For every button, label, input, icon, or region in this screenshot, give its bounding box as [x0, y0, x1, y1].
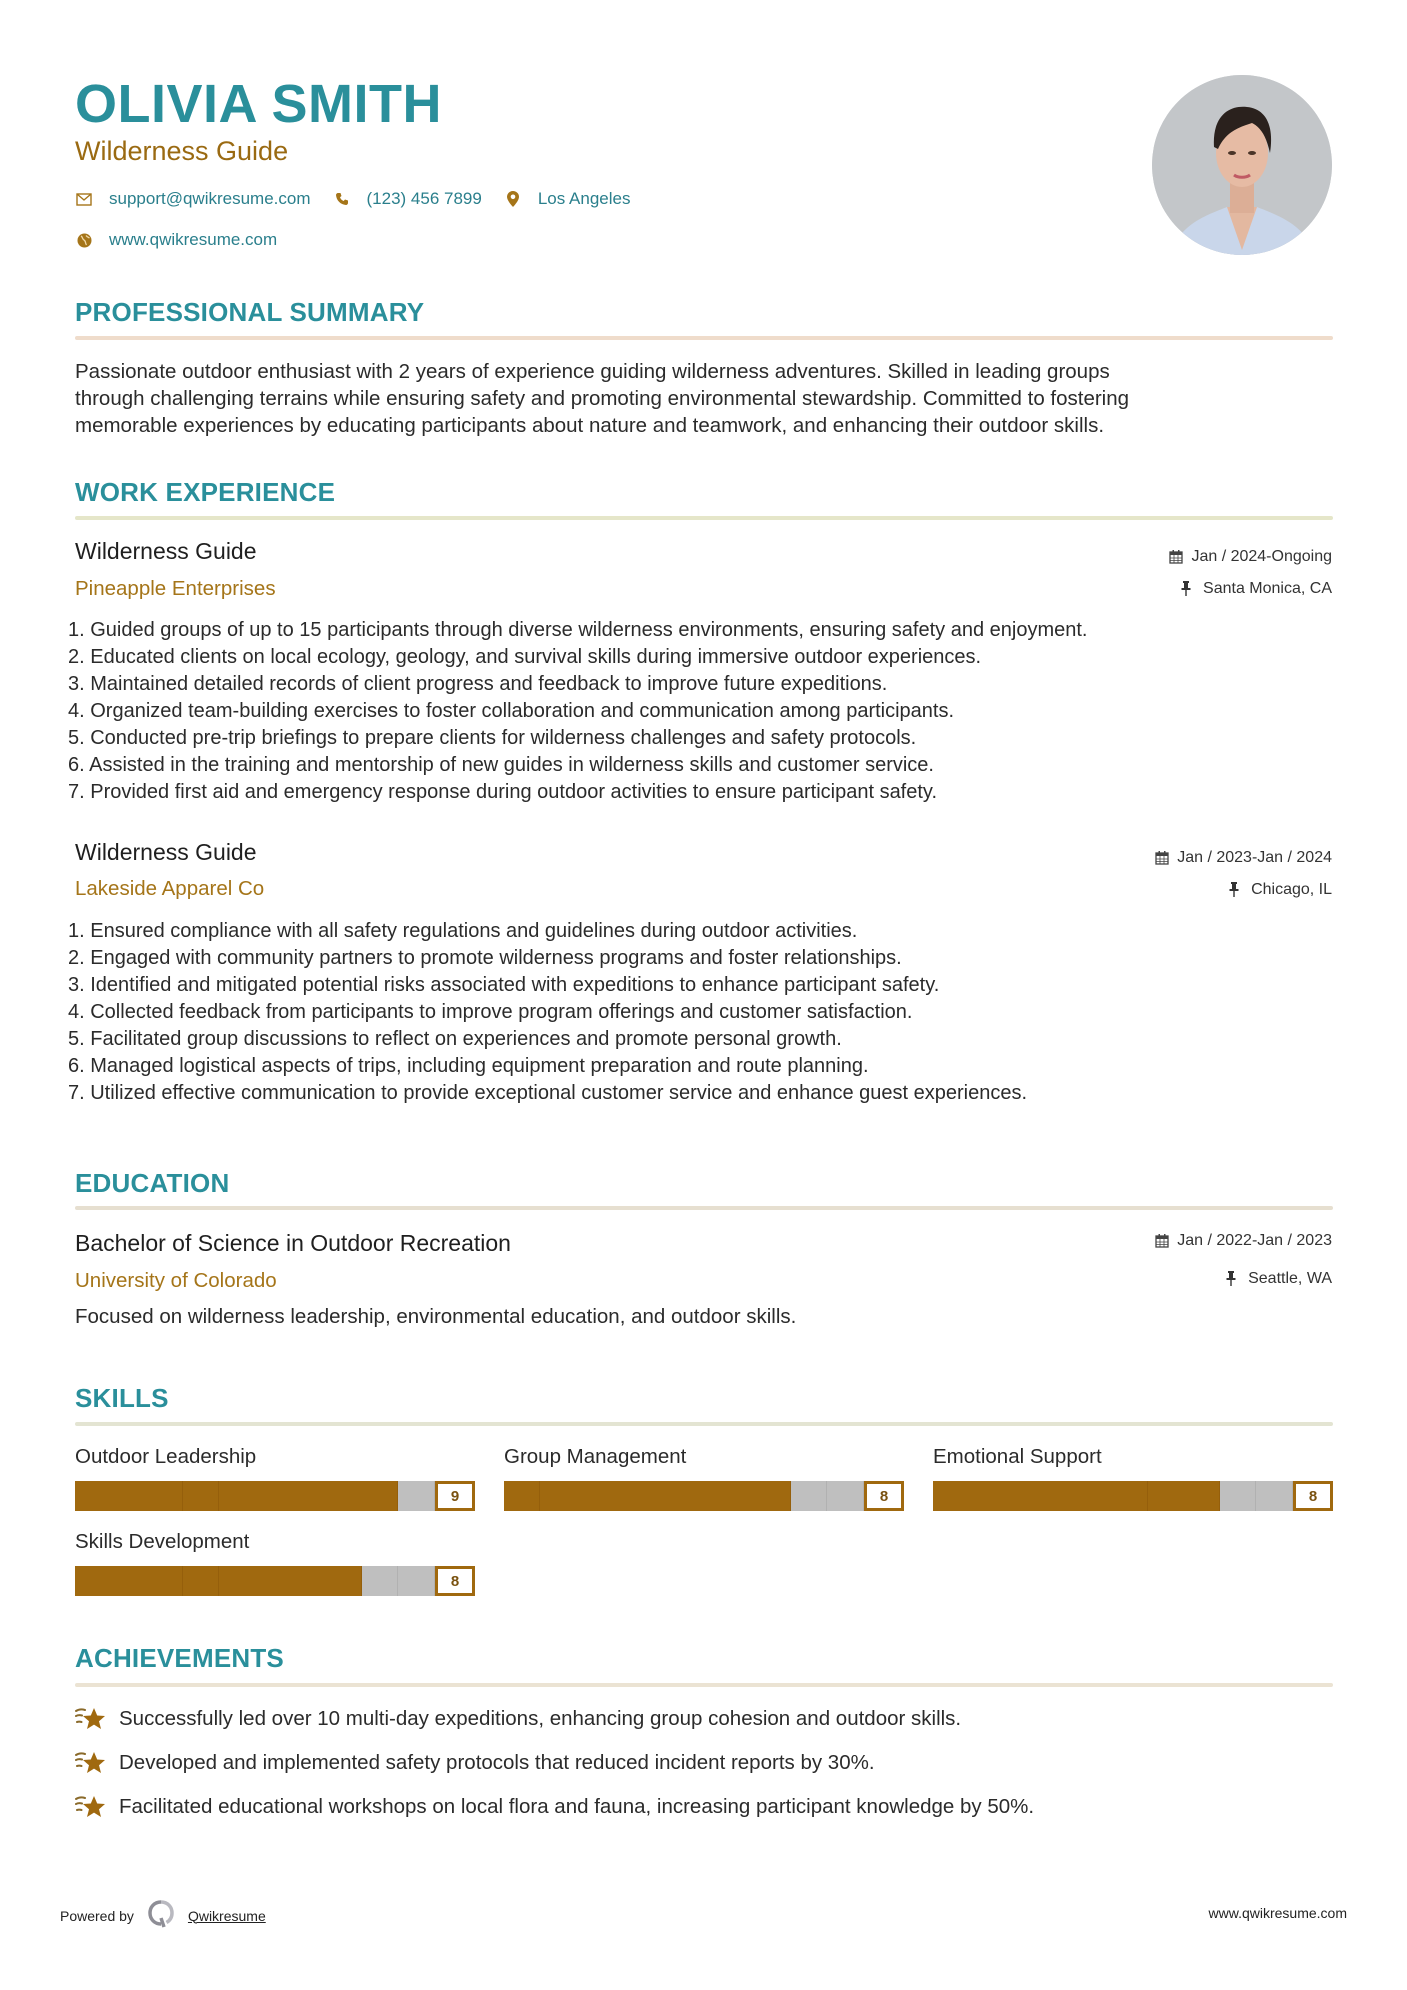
footer-powered-by — [60, 1900, 266, 1931]
shooting-star-icon — [75, 1705, 107, 1733]
summary-line: through challenging terrains while ensuring safety and promoting environmental stewardship. Committed to fostering — [75, 387, 1130, 410]
phone-text[interactable]: (123) 456 7899 — [366, 189, 482, 208]
contact-phone[interactable] — [333, 189, 482, 209]
skill-item — [504, 1443, 904, 1511]
job-bullets — [68, 617, 1348, 806]
skill-rating-bar — [504, 1481, 904, 1511]
skill-item — [75, 1443, 475, 1511]
list-item: 5. Conducted pre-trip briefings to prepare clients for wilderness challenges and safety protocols. — [68, 727, 917, 749]
summary-text — [75, 358, 1335, 439]
powered-by-label: Powered by — [60, 1907, 134, 1924]
job-location — [1229, 879, 1332, 901]
divider-skills — [75, 1422, 1333, 1426]
map-pin-icon — [504, 190, 522, 208]
phone-icon — [333, 190, 351, 208]
calendar-icon — [1169, 549, 1183, 565]
section-heading-skills: SKILLS — [75, 1383, 169, 1413]
list-item: 3. Maintained detailed records of client progress and feedback to improve future expeditions. — [68, 673, 888, 695]
pushpin-icon — [1229, 882, 1243, 898]
envelope-icon — [75, 190, 93, 208]
shooting-star-icon — [75, 1749, 107, 1777]
job-company: Pineapple Enterprises — [75, 577, 276, 600]
skill-score: 8 — [435, 1566, 475, 1596]
job-bullets — [68, 918, 1348, 1107]
dates-text: Jan / 2023-Jan / 2024 — [1177, 849, 1332, 866]
skill-name: Emotional Support — [933, 1445, 1102, 1468]
job-location — [1181, 578, 1332, 600]
location-text: Santa Monica, CA — [1203, 580, 1332, 597]
section-heading-work: WORK EXPERIENCE — [75, 477, 336, 507]
shooting-star-icon — [75, 1793, 107, 1821]
list-item: 2. Engaged with community partners to promote wilderness programs and foster relationships. — [68, 947, 902, 969]
skill-name: Outdoor Leadership — [75, 1445, 257, 1468]
divider-education — [75, 1206, 1333, 1210]
skill-name: Group Management — [504, 1445, 687, 1468]
pushpin-icon — [1181, 581, 1195, 597]
section-heading-achievements: ACHIEVEMENTS — [75, 1643, 284, 1673]
skill-rating-bar — [75, 1566, 475, 1596]
achievement-item — [75, 1705, 961, 1733]
education-dates — [1155, 1230, 1332, 1252]
education-description: Focused on wilderness leadership, environmental education, and outdoor skills. — [75, 1305, 797, 1328]
divider-work — [75, 516, 1333, 520]
achievement-item — [75, 1749, 875, 1777]
contact-location — [504, 189, 631, 209]
list-item: 3. Identified and mitigated potential risks associated with expeditions to enhance participant safety. — [68, 974, 940, 996]
qwikresume-logo-icon — [148, 1900, 174, 1931]
qwikresume-link[interactable]: Qwikresume — [187, 1907, 266, 1924]
job-company: Lakeside Apparel Co — [75, 877, 265, 900]
list-item: 4. Organized team-building exercises to foster collaboration and communication among participants. — [68, 700, 955, 722]
list-item: 6. Assisted in the training and mentorship of new guides in wilderness skills and customer service. — [68, 754, 934, 776]
location-text: Chicago, IL — [1251, 881, 1332, 898]
skill-rating-bar — [933, 1481, 1333, 1511]
skill-name: Skills Development — [75, 1530, 250, 1553]
candidate-name: OLIVIA SMITH — [75, 74, 442, 134]
list-item: 4. Collected feedback from participants to improve program offerings and customer satisfaction. — [68, 1001, 913, 1023]
contact-row-2 — [75, 226, 299, 254]
list-item: 5. Facilitated group discussions to reflect on experiences and promote personal growth. — [68, 1028, 842, 1050]
section-heading-summary: PROFESSIONAL SUMMARY — [75, 297, 425, 327]
section-heading-education: EDUCATION — [75, 1168, 230, 1198]
job-dates — [1169, 546, 1332, 568]
list-item: 7. Utilized effective communication to provide exceptional customer service and enhance guest experiences. — [68, 1082, 1028, 1104]
list-item: 1. Guided groups of up to 15 participants through diverse wilderness environments, ensuring safety and enjoyment. — [68, 619, 1088, 641]
job-dates — [1155, 847, 1332, 869]
achievement-item — [75, 1793, 1034, 1821]
list-item: 6. Managed logistical aspects of trips, including equipment preparation and route planning. — [68, 1055, 869, 1077]
contact-row-1 — [75, 185, 652, 213]
skill-score: 9 — [435, 1481, 475, 1511]
skill-item — [75, 1528, 475, 1596]
achievement-text: Successfully led over 10 multi-day expeditions, enhancing group cohesion and outdoor skills. — [119, 1707, 962, 1730]
list-item: 7. Provided first aid and emergency response during outdoor activities to ensure participant safety. — [68, 781, 937, 803]
skill-score: 8 — [1293, 1481, 1333, 1511]
contact-website[interactable] — [75, 230, 277, 250]
email-text[interactable]: support@qwikresume.com — [109, 189, 311, 208]
job-title: Wilderness Guide — [75, 839, 257, 865]
job-title: Wilderness Guide — [75, 538, 257, 564]
skill-score: 8 — [864, 1481, 904, 1511]
pushpin-icon — [1226, 1271, 1240, 1287]
dates-text: Jan / 2024-Ongoing — [1191, 548, 1332, 565]
summary-line: Passionate outdoor enthusiast with 2 years of experience guiding wilderness adventures. Skilled in leading groups — [75, 360, 1110, 383]
list-item: 1. Ensured compliance with all safety regulations and guidelines during outdoor activities. — [68, 920, 858, 942]
skill-rating-bar — [75, 1481, 475, 1511]
skill-item — [933, 1443, 1333, 1511]
dates-text: Jan / 2022-Jan / 2023 — [1177, 1232, 1332, 1249]
contact-email[interactable] — [75, 189, 311, 209]
school-name: University of Colorado — [75, 1269, 277, 1292]
achievement-text: Developed and implemented safety protocols that reduced incident reports by 30%. — [119, 1751, 875, 1774]
education-location — [1226, 1268, 1332, 1290]
calendar-icon — [1155, 1233, 1169, 1249]
divider-achievements — [75, 1683, 1333, 1687]
footer-website[interactable]: www.qwikresume.com — [1208, 1905, 1347, 1921]
location-text: Los Angeles — [537, 189, 631, 208]
divider-summary — [75, 336, 1333, 340]
globe-icon — [75, 231, 93, 249]
achievement-text: Facilitated educational workshops on local flora and fauna, increasing participant knowledge by 50%. — [119, 1795, 1035, 1818]
profile-photo — [1152, 75, 1332, 255]
summary-line: memorable experiences by educating participants about nature and teamwork, and enhancing their outdoor skills. — [75, 414, 1105, 437]
website-text[interactable]: www.qwikresume.com — [109, 230, 278, 249]
list-item: 2. Educated clients on local ecology, geology, and survival skills during immersive outdoor experiences. — [68, 646, 982, 668]
degree-title: Bachelor of Science in Outdoor Recreation — [75, 1230, 511, 1256]
location-text: Seattle, WA — [1248, 1270, 1332, 1287]
candidate-title: Wilderness Guide — [75, 136, 289, 166]
calendar-icon — [1155, 850, 1169, 866]
